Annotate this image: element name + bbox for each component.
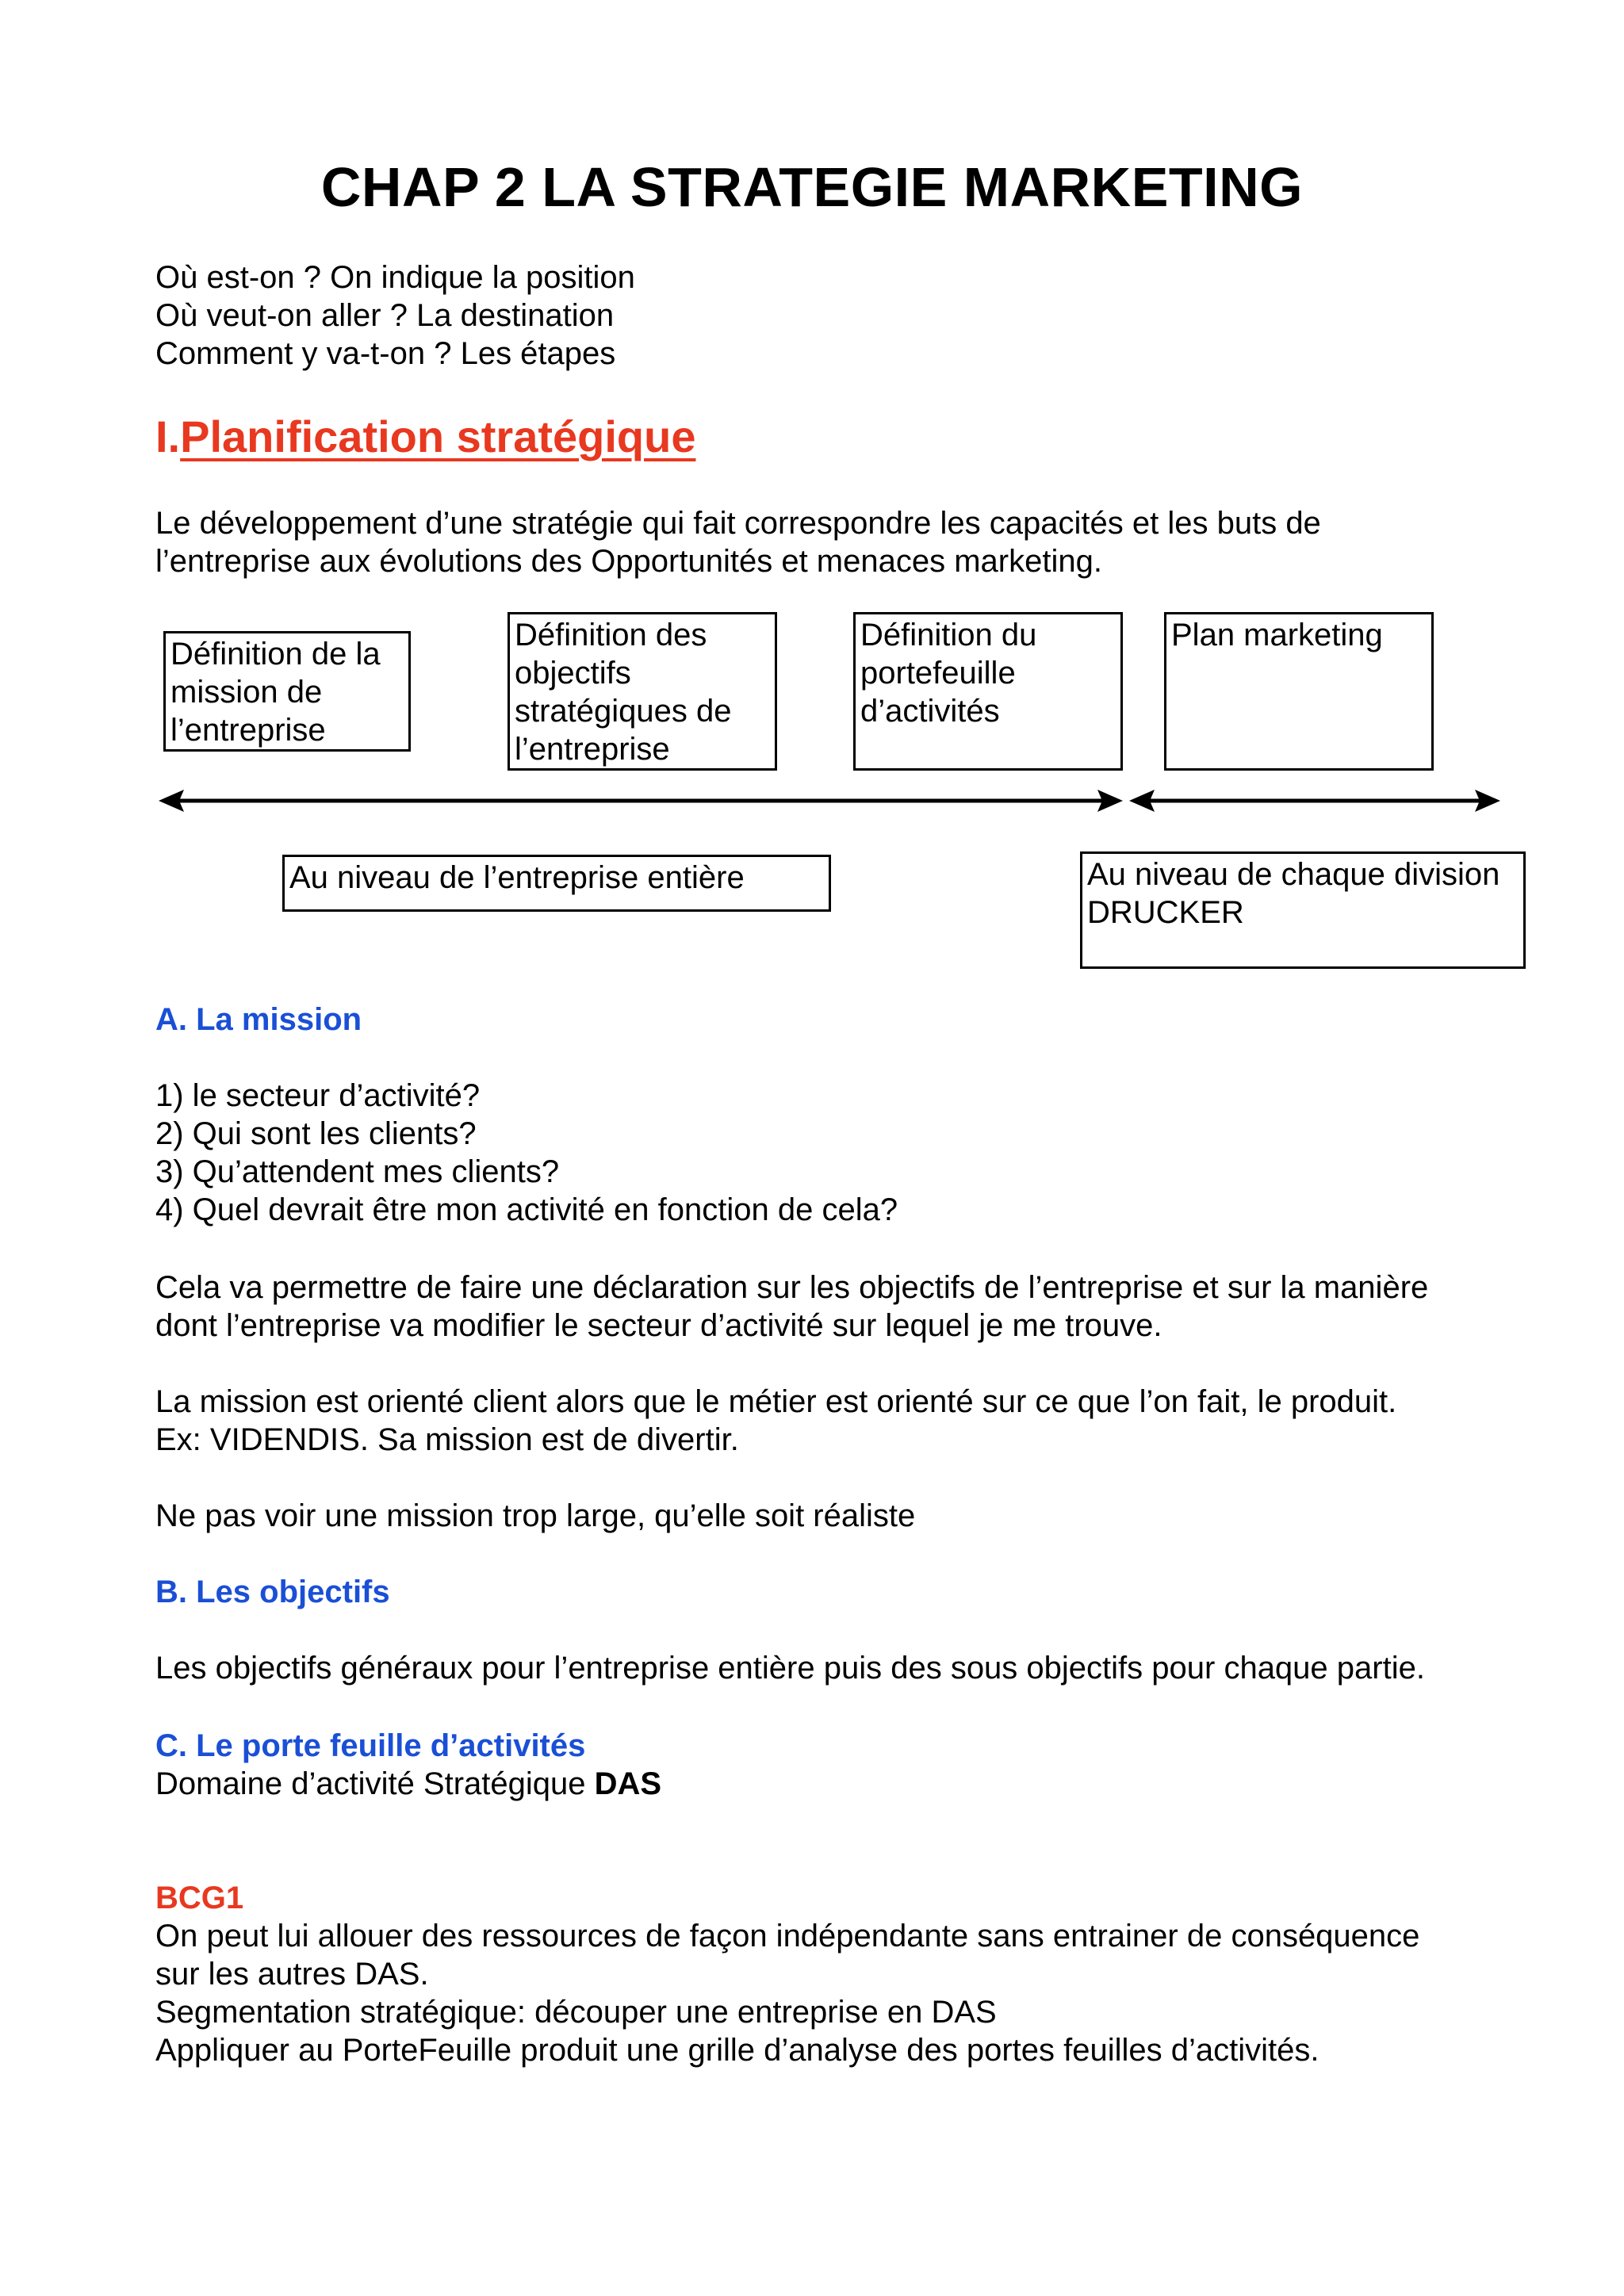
page-title: CHAP 2 LA STRATEGIE MARKETING [320,156,1304,218]
mission-heading: A. La mission [155,1002,362,1037]
paragraph-line: Cela va permettre de faire une déclaration sur les objectifs de l’entreprise et sur la manière [155,1270,1429,1305]
bcg-paragraph [155,1917,1419,2069]
paragraph-line: On peut lui allouer des ressources de façon indépendante sans entrainer de conséquence [155,1919,1420,1954]
paragraph-line: Le développement d’une stratégie qui fait correspondre les capacités et les buts de [155,506,1321,541]
paragraph-line: l’entreprise aux évolutions des Opportunités et menaces marketing. [155,544,1102,579]
list-item: 4) Quel devrait être mon activité en fonction de cela? [155,1192,898,1227]
level-box-entreprise [282,855,831,912]
list-item: 3) Qu’attendent mes clients? [155,1154,560,1189]
diagram-box-portefeuille [853,612,1123,771]
objectifs-heading: B. Les objectifs [155,1575,390,1609]
section-title: Planification stratégique [180,411,696,461]
list-item: 1) le secteur d’activité? [155,1078,481,1113]
intro-line: Où veut-on aller ? La destination [155,298,615,333]
mission-paragraph-1 [155,1269,1428,1345]
paragraph-line: dont l’entreprise va modifier le secteur d’activité sur lequel je me trouve. [155,1308,1162,1343]
portefeuille-paragraph [155,1765,661,1803]
box-line: DRUCKER [1087,895,1244,930]
box-line: Au niveau de l’entreprise entière [289,860,745,895]
box-line: Définition du [860,618,1037,652]
portefeuille-heading: C. Le porte feuille d’activités [155,1728,586,1763]
diagram-box-mission [163,631,411,752]
list-item: 2) Qui sont les clients? [155,1116,477,1151]
diagram-box-plan-marketing [1164,612,1434,771]
section-paragraph [155,504,1321,580]
paragraph-line: Ex: VIDENDIS. Sa mission est de divertir. [155,1422,739,1457]
intro-block [155,258,635,373]
mission-paragraph-2 [155,1383,1396,1459]
paragraph-line: Appliquer au PorteFeuille produit une grille d’analyse des portes feuilles d’activités. [155,2033,1320,2068]
diagram-box-objectifs [508,612,777,771]
box-line: l’entreprise [515,732,670,767]
intro-line: Comment y va-t-on ? Les étapes [155,336,616,371]
box-line: Au niveau de chaque division [1087,857,1500,892]
paragraph-line: Segmentation stratégique: découper une entreprise en DAS [155,1995,997,2030]
das-term: DAS [594,1766,662,1801]
box-line: l’entreprise [170,713,326,748]
box-line: Définition de la [170,637,381,672]
section-heading [155,411,695,462]
mission-paragraph-3: Ne pas voir une mission trop large, qu’elle soit réaliste [155,1498,916,1533]
box-line: Plan marketing [1171,618,1383,652]
paragraph-line: sur les autres DAS. [155,1957,429,1992]
bcg-heading: BCG1 [155,1881,244,1915]
box-line: objectifs [515,656,631,691]
box-line: portefeuille [860,656,1016,691]
box-line: d’activités [860,694,1000,729]
portefeuille-text: Domaine d’activité Stratégique [155,1766,595,1801]
mission-questions [155,1077,898,1229]
timeline-arrows [151,782,1515,821]
level-box-division [1080,851,1526,969]
box-line: mission de [170,675,323,710]
objectifs-paragraph: Les objectifs généraux pour l’entreprise entière puis des sous objectifs pour chaque partie. [155,1651,1425,1686]
box-line: Définition des [515,618,707,652]
intro-line: Où est-on ? On indique la position [155,260,635,295]
section-number: I. [155,411,181,461]
paragraph-line: La mission est orienté client alors que le métier est orienté sur ce que l’on fait, le produit. [155,1384,1397,1419]
box-line: stratégiques de [515,694,732,729]
